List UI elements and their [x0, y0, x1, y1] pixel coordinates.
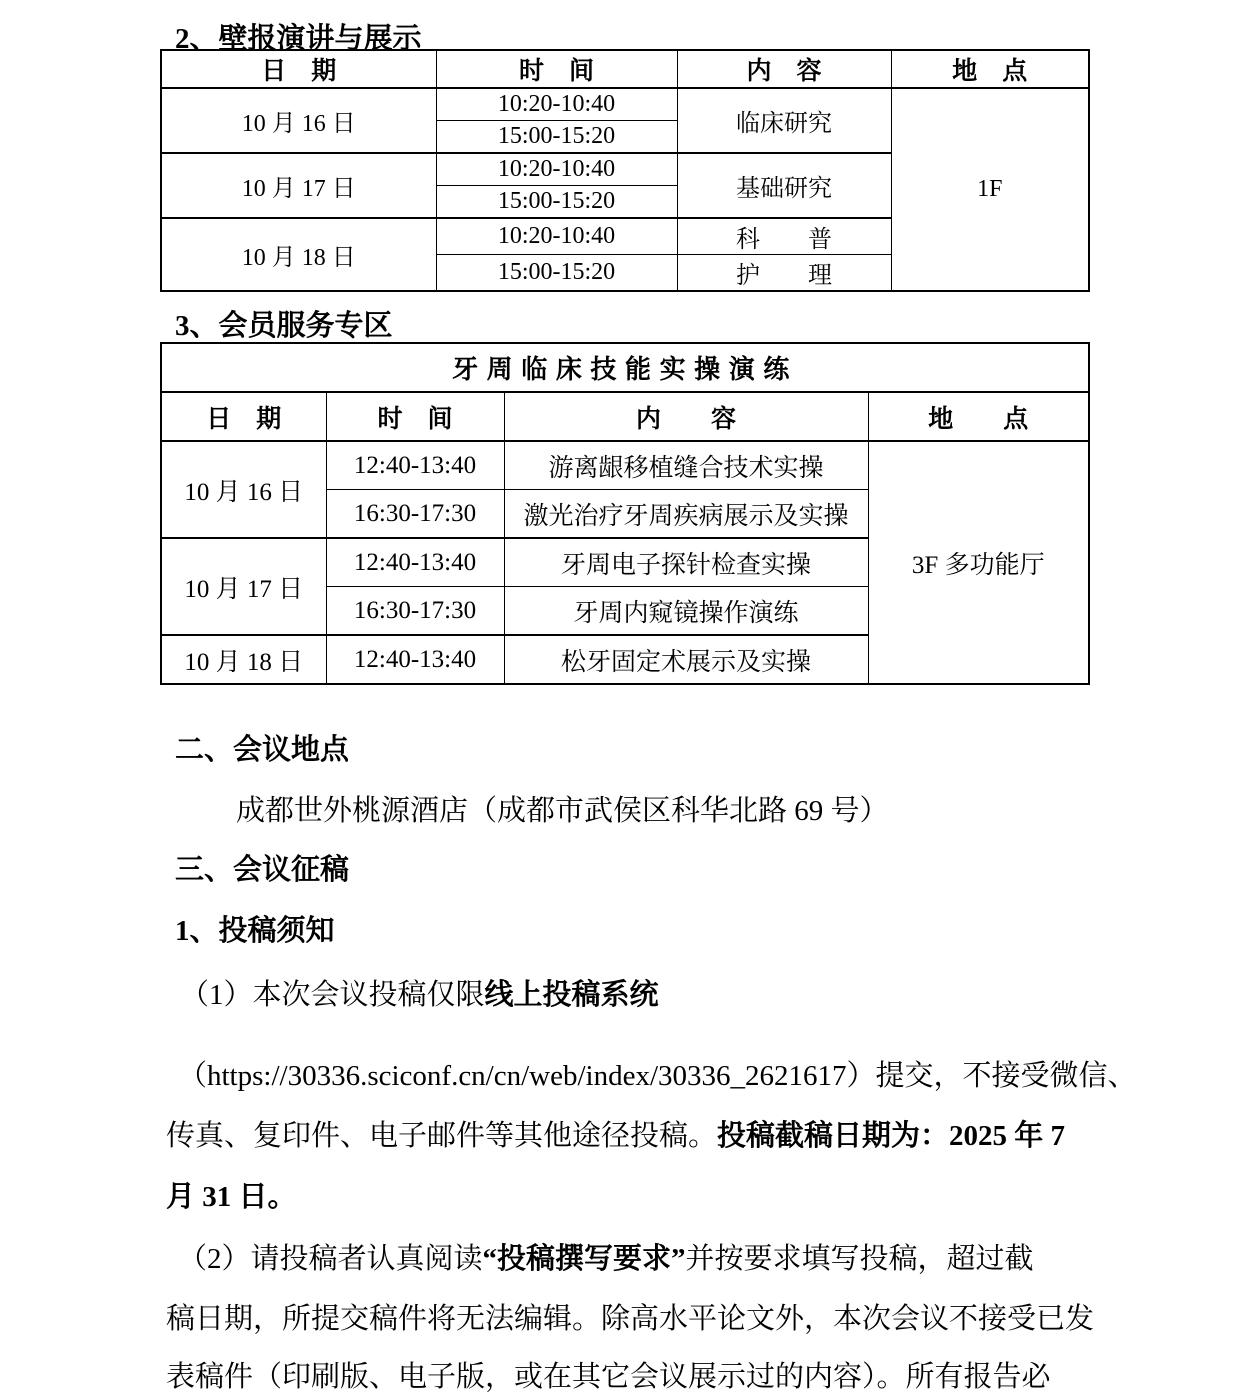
- submission-item2-line1: [178, 1236, 1034, 1277]
- member-time-cell: 12:40-13:40: [326, 538, 504, 587]
- member-header-time: 时 间: [326, 392, 504, 441]
- member-content-cell: 松牙固定术展示及实操: [504, 635, 868, 684]
- member-table-header-row: [161, 392, 1089, 441]
- item1-line3-bold: 投稿截稿日期为：2025 年 7: [717, 1120, 1066, 1152]
- member-content-cell: 游离龈移植缝合技术实操: [504, 441, 868, 490]
- poster-date-17-cell: 10 月 17 日: [161, 153, 436, 218]
- member-content-cell: 激光治疗牙周疾病展示及实操: [504, 490, 868, 539]
- cfp-section-heading: 三、会议征稿: [175, 854, 350, 886]
- poster-time-cell: 10:20-10:40: [436, 218, 677, 255]
- table-row: [161, 88, 1089, 121]
- poster-header-content: 内 容: [677, 50, 891, 88]
- poster-header-date: 日 期: [161, 50, 436, 88]
- item1-line3-normal: 传真、复印件、电子邮件等其他途径投稿。: [166, 1120, 718, 1152]
- poster-time-cell: 10:20-10:40: [436, 88, 677, 121]
- submission-item2-line3: 表稿件（印刷版、电子版，或在其它会议展示过的内容）。所有报告必: [166, 1361, 1051, 1393]
- member-time-cell: 16:30-17:30: [326, 490, 504, 539]
- member-date-17-cell: 10 月 17 日: [161, 538, 326, 635]
- item2-line1-b: 并按要求填写投稿，超过截: [685, 1243, 1034, 1275]
- poster-section-heading: 2、壁报演讲与展示: [175, 23, 422, 55]
- item2-line1-a: （2）请投稿者认真阅读: [178, 1243, 483, 1275]
- poster-content-17-cell: 基础研究: [677, 153, 891, 218]
- member-date-18-cell: 10 月 18 日: [161, 635, 326, 684]
- poster-header-time: 时 间: [436, 50, 677, 88]
- member-table-title: 牙周临床技能实操演练: [161, 343, 1089, 392]
- submission-item1-line3: [166, 1113, 1065, 1154]
- poster-location-cell: 1F: [891, 88, 1089, 291]
- venue-section-heading: 二、会议地点: [175, 734, 350, 766]
- poster-content-16-cell: 临床研究: [677, 88, 891, 153]
- venue-address: 成都世外桃源酒店（成都市武侯区科华北路 69 号）: [236, 795, 889, 827]
- poster-time-cell: 10:20-10:40: [436, 153, 677, 186]
- table-row: [161, 441, 1089, 490]
- poster-date-16-cell: 10 月 16 日: [161, 88, 436, 153]
- member-service-table: [160, 342, 1090, 685]
- member-section-heading: 3、会员服务专区: [175, 310, 393, 342]
- member-time-cell: 12:40-13:40: [326, 635, 504, 684]
- member-time-cell: 12:40-13:40: [326, 441, 504, 490]
- submission-notice-heading: 1、投稿须知: [175, 915, 335, 947]
- submission-url-line: （https://30336.sciconf.cn/cn/web/index/30336_2621617）提交，不接受微信、: [178, 1060, 1137, 1092]
- poster-table-header-row: [161, 50, 1089, 88]
- poster-time-cell: 15:00-15:20: [436, 186, 677, 219]
- member-table-title-row: [161, 343, 1089, 392]
- item1-line1-normal: （1）本次会议投稿仅限: [180, 979, 485, 1011]
- member-content-cell: 牙周内窥镜操作演练: [504, 587, 868, 636]
- member-location-cell: 3F 多功能厅: [868, 441, 1089, 684]
- item1-line1-bold: 线上投稿系统: [484, 979, 659, 1011]
- member-time-cell: 16:30-17:30: [326, 587, 504, 636]
- member-header-content: 内 容: [504, 392, 868, 441]
- submission-item1-line1: [180, 972, 659, 1013]
- poster-content-18a-cell: 科 普: [677, 218, 891, 255]
- submission-item2-line2: 稿日期，所提交稿件将无法编辑。除高水平论文外，本次会议不接受已发: [166, 1303, 1095, 1335]
- submission-item1-line4: [166, 1174, 297, 1215]
- member-date-16-cell: 10 月 16 日: [161, 441, 326, 538]
- member-content-cell: 牙周电子探针检查实操: [504, 538, 868, 587]
- member-header-date: 日 期: [161, 392, 326, 441]
- item1-line4-bold: 月 31 日。: [166, 1181, 297, 1213]
- poster-time-cell: 15:00-15:20: [436, 255, 677, 292]
- poster-date-18-cell: 10 月 18 日: [161, 218, 436, 291]
- poster-schedule-table: [160, 49, 1090, 292]
- item2-line1-bold: “投稿撰写要求”: [482, 1243, 686, 1275]
- poster-time-cell: 15:00-15:20: [436, 121, 677, 154]
- poster-header-location: 地 点: [891, 50, 1089, 88]
- member-header-location: 地 点: [868, 392, 1089, 441]
- poster-content-18b-cell: 护 理: [677, 255, 891, 292]
